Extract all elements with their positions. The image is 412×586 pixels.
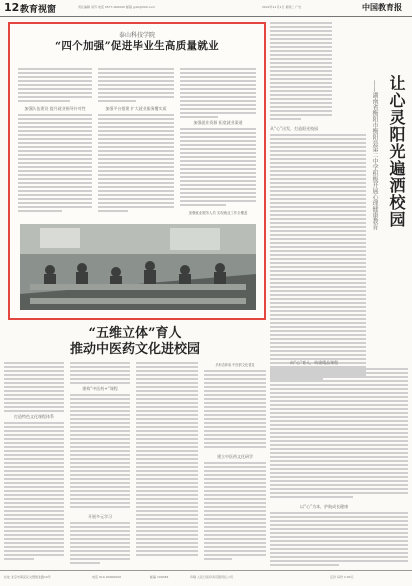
bottom-text-col-4	[204, 370, 266, 450]
bottom-text-col-2b	[70, 394, 130, 510]
text-column-1	[18, 68, 92, 104]
column-name: 教育视窗	[20, 5, 57, 15]
text-column-3b	[180, 128, 256, 208]
right-text-mid	[270, 134, 366, 382]
section-head: 从“心”出发，打造阳光校园	[270, 126, 319, 131]
subhead: 加强就业资源 拓宽就业渠道	[193, 120, 243, 125]
right-text-top	[270, 22, 332, 122]
featured-article-box	[8, 22, 266, 320]
page-header	[0, 0, 412, 17]
text-column-1b	[18, 114, 92, 214]
footer-item: 电话 010-00000000	[92, 575, 122, 579]
bottom-article-title-1: “五维立体”育人	[88, 326, 182, 341]
subhead: 多形态体验 中医药文化普及	[215, 363, 255, 367]
footer-item: 社址 北京市海淀区文慧园北路10号	[4, 575, 51, 579]
right-article-subtitle: ——湖南省衡阳市衡阳县第二中学积极开展心理健康教育	[371, 80, 378, 230]
subhead: 建立中医药文化研学	[217, 454, 253, 459]
featured-article-title: “四个加强”促进毕业生高质量就业	[55, 40, 219, 52]
classroom-photo	[20, 224, 256, 310]
right-article-title: 让心灵阳光遍洒校园	[387, 75, 406, 228]
right-text-lower	[270, 368, 408, 500]
subhead: 加强就业服务人员 实现就业工作全覆盖	[188, 211, 248, 215]
section-head: 向“心”育人，构建精品课程	[290, 360, 339, 365]
text-column-2	[98, 68, 174, 104]
subhead: 打造特色文化课程体系	[14, 414, 54, 419]
bottom-text-col-3	[136, 362, 198, 558]
section-head: 以“心”为本，护航成长健康	[300, 504, 349, 509]
footer-item: 邮编 100082	[150, 575, 169, 579]
footer-item: 定价 每份 2.00元	[330, 575, 354, 579]
newspaper-name: 中国教育报	[362, 2, 402, 12]
subhead: 建构“中医药+”课程	[82, 386, 118, 391]
subhead: 开展多元学习	[88, 514, 112, 519]
subhead: 加强队伍建设 提升就业指导针对性	[24, 106, 86, 111]
bottom-text-col-2c	[70, 522, 130, 566]
header-meta-left: 责任编辑 刘苏 电话 0577-000000 邮箱 jyzb@000.com	[78, 5, 156, 9]
bottom-article-title-2: 推动中医药文化进校园	[69, 342, 200, 357]
footer-item: 印刷 人民日报印务有限责任公司	[190, 575, 233, 579]
page-footer	[0, 570, 412, 586]
header-meta-right: 2022年11月1日 星期二 广告	[262, 5, 302, 9]
school-name: 泰山科技学院	[118, 32, 155, 39]
subhead: 加强平台搭建 扩大就业服务覆实质	[105, 106, 167, 111]
text-column-3	[180, 68, 256, 120]
bottom-text-col-2	[70, 362, 130, 386]
page-number: 12	[4, 1, 20, 14]
bottom-text-col-1	[4, 362, 64, 414]
right-text-bottom	[270, 512, 408, 568]
text-column-2b	[98, 114, 174, 214]
bottom-text-col-1b	[4, 422, 64, 562]
bottom-text-col-4b	[204, 462, 266, 562]
